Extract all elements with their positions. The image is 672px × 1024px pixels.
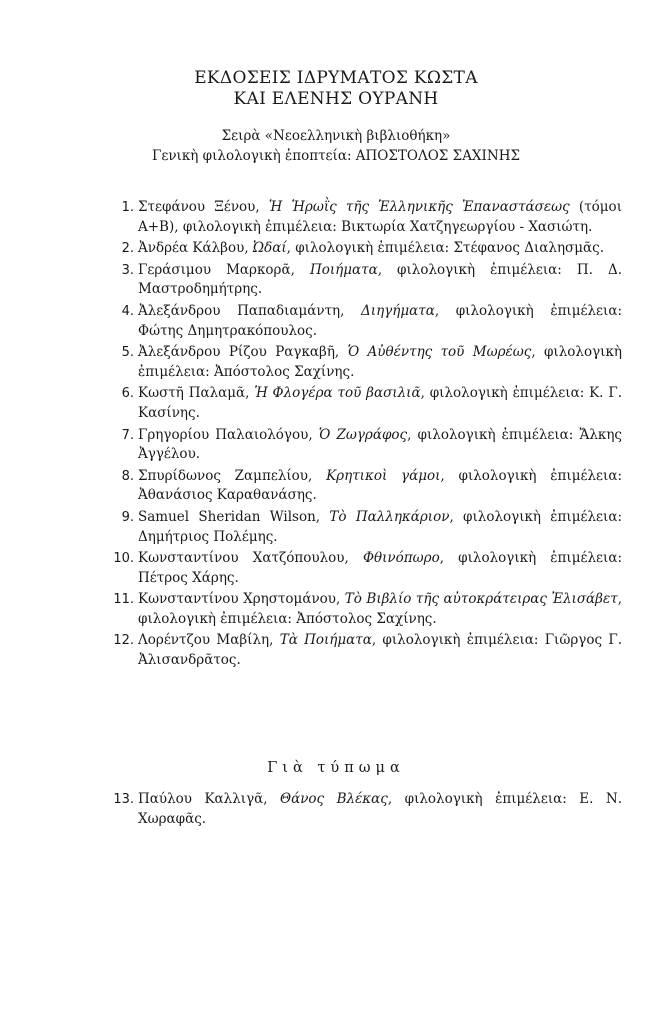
item-number: 12. [113,633,134,649]
list-item [110,302,622,341]
publisher-line-2: ΚΑΙ ΕΛΕΝΗΣ ΟΥΡΑΝΗ [233,89,439,109]
item-title: Διηγήματα [361,302,435,319]
item-editor: , φιλολογικὴ ἐπιμέλεια: Δημήτριος Πολέμης. [138,508,622,545]
item-editor: , φιλολογικὴ ἐπιμέλεια: Ε. Ν. Χωραφᾶς. [138,791,622,827]
item-editor: , φιλολογικὴ ἐπιμέλεια: Πέτρος Χάρης. [138,550,622,586]
item-number: 9. [121,509,134,525]
list-item [110,384,622,423]
item-author: Σπυρίδωνος Ζαμπελίου, [138,467,327,484]
item-editor: , φιλολογικὴ ἐπιμέλεια: Ἀπόστολος Σαχίνης. [138,591,622,627]
list-item [110,508,622,547]
item-author: Κωνσταντίνου Χρηστομάνου, [138,591,345,608]
item-editor: , φιλολογικὴ ἐπιμέλεια: Ἄλκης Ἀγγέλου. [138,426,622,463]
item-editor: , φιλολογικὴ ἐπιμέλεια: Στέφανος Διαλησμᾶς. [286,240,605,257]
item-number: 10. [113,551,134,567]
publisher-line-1: ΕΚΔΟΣΕΙΣ ΙΔΡΥΜΑΤΟΣ ΚΩΣΤΑ [194,68,478,88]
item-editor: , φιλολογικὴ ἐπιμέλεια: Γιῶργος Γ. Ἀλισανδρᾶτος. [138,632,622,669]
item-editor: , φιλολογικὴ ἐπιμέλεια: Ἀθανάσιος Καραθανάσης. [138,467,622,504]
item-author: Γρηγορίου Παλαιολόγου, [138,426,319,443]
list-item [110,590,622,629]
item-title: Ὁ Ζωγράφος [318,426,408,443]
item-author: Κωστῆ Παλαμᾶ, [138,385,255,402]
item-number: 3. [121,262,134,278]
item-title: Ἡ Φλογέρα τοῦ βασιλιᾶ [254,385,421,402]
item-title: Κρητικοὶ γάμοι [326,467,441,484]
item-title: Ὠδαί [252,240,287,257]
item-editor: (τόμοι Α+Β), φιλολογικὴ ἐπιμέλεια: Βικτωρία Χατζηγεωργίου - Χασιώτη. [138,199,622,235]
item-title: Ἡ Ἡρωῒς τῆς Ἑλληνικῆς Ἐπαναστάσεως [268,199,570,215]
list-item [110,467,622,506]
item-author: Ἀλεξάνδρου Ρίζου Ραγκαβῆ, [138,344,348,361]
item-title: Φθινόπωρο [362,550,440,567]
list-item [110,790,622,829]
item-number: 7. [121,427,134,443]
item-editor: , φιλολογικὴ ἐπιμέλεια: Κ. Γ. Κασίνης. [138,385,622,421]
item-number: 1. [121,200,134,215]
list-item [110,631,622,670]
item-editor: , φιλολογικὴ ἐπιμέλεια: Ἀπόστολος Σαχίνης. [138,344,622,380]
item-author: Samuel Sheridan Wilson, [138,508,330,525]
item-title: Θάνος Βλέκας [280,791,388,807]
list-item [110,549,622,588]
list-item [110,426,622,465]
item-editor: , φιλολογικὴ ἐπιμέλεια: Π. Δ. Μαστροδημήτρης. [138,261,623,298]
general-supervision: Γενικὴ φιλολογικὴ ἐποπτεία: ΑΠΟΣΤΟΛΟΣ ΣΑΧΙΝΗΣ [151,148,521,164]
item-number: 11. [113,592,134,608]
list-item [110,198,622,237]
list-item [110,343,622,382]
item-number: 6. [121,386,134,402]
publisher-header [0,68,672,166]
item-number: 4. [121,303,134,319]
item-number: 2. [121,241,134,257]
press-heading: Γιὰ τύπωμα [267,760,405,776]
published-list [110,198,622,673]
item-author: Κωνσταντίνου Χατζόπουλου, [138,550,363,567]
item-editor: , φιλολογικὴ ἐπιμέλεια: Φώτης Δημητρακόπουλος. [138,302,623,339]
item-title: Τὰ Ποιήματα [279,632,372,649]
item-author: Ἀνδρέα Κάλβου, [138,240,253,257]
item-author: Λορέντζου Μαβίλη, [138,632,280,649]
forthcoming-list [110,790,622,831]
item-title: Ποιήματα [309,261,378,278]
item-title: Τὸ Παλληκάριον [329,508,450,525]
list-item [110,239,622,259]
item-number: 8. [121,468,134,484]
list-item [110,261,622,300]
item-author: Παύλου Καλλιγᾶ, [138,791,281,807]
item-number: 13. [113,792,134,807]
item-author: Γεράσιμου Μαρκορᾶ, [138,261,310,278]
item-title: Ὁ Αὐθέντης τοῦ Μωρέως [347,344,532,361]
item-author: Στεφάνου Ξένου, [138,199,269,215]
item-author: Ἀλεξάνδρου Παπαδιαμάντη, [138,302,362,319]
item-title: Τὸ Βιβλίο τῆς αὐτοκράτειρας Ἐλισάβετ [344,591,618,608]
series-title: Σειρὰ «Νεοελληνικὴ βιβλιοθήκη» [221,128,451,144]
item-number: 5. [121,345,134,361]
